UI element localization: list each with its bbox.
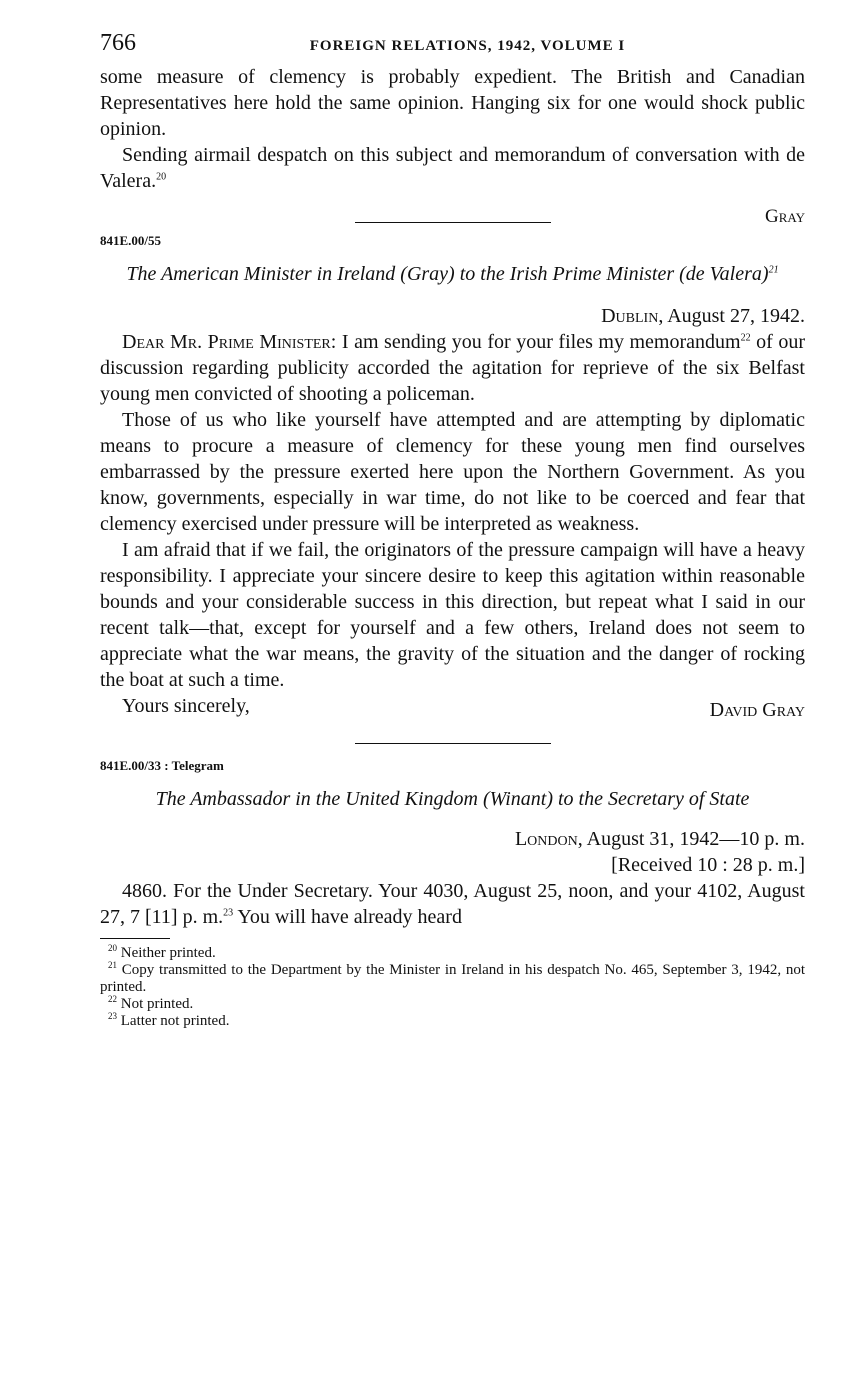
file-number: 841E.00/55	[100, 233, 162, 248]
complimentary-close: Yours sincerely,	[122, 695, 250, 717]
letter-signature: David Gray	[709, 699, 805, 721]
letter-paragraph-2: Those of us who like yourself have attempted and are attempting by diplomatic means to procure a measure of clemency for these young men find ourselves embarrassed by the pressure exerted here upon the Northern Government. As you know, governments, especially in war time, do not like to be coerced and fear that clemency exercised under pressure will be interpreted as weakness.	[100, 409, 805, 535]
page	[100, 28, 805, 1030]
section-divider	[355, 222, 551, 223]
doc1-signature: Gray	[765, 206, 805, 227]
letter-closing	[100, 693, 805, 723]
section-divider	[355, 743, 551, 744]
footnote: $^{21}$ Copy transmitted to the Department by the Minister in Ireland in his despatch No. 465, September 3, 1942, not printed.	[100, 960, 805, 995]
telegram-paragraph: 4860. For the Under Secretary. Your 4030, August 25, noon, and your 4102, August 27, 7 [11] p. m.$^{23}$ You will have already heard	[100, 880, 805, 928]
salutation: Dear Mr. Prime Minister	[122, 331, 331, 353]
letter-paragraph-1: Dear Mr. Prime Minister: I am sending you for your files my memorandum$^{22}$ of our discussion regarding publicity accorded the agitation for reprieve of the six Belfast young men convicted of shooting a policeman.	[100, 331, 806, 405]
dateline: London, August 31, 1942—10 p. m.	[514, 828, 805, 850]
dateline: Dublin, August 27, 1942.	[601, 305, 805, 327]
running-head: FOREIGN RELATIONS, 1942, VOLUME I	[309, 38, 626, 54]
footnote-ref: 20	[156, 171, 167, 183]
footnotes	[100, 945, 805, 1030]
doc1-paragraph: some measure of clemency is probably expedient. The British and Canadian Representatives here hold the same opinion. Hanging six for one would shock public opinion.	[100, 66, 805, 140]
document-title: The American Minister in Ireland (Gray) to the Irish Prime Minister (de Valera)$^{21}$	[126, 263, 779, 285]
doc1-paragraph-2: Sending airmail despatch on this subject and memorandum of conversation with de Valera.$^{20}$	[100, 144, 805, 192]
received-line: [Received 10 : 28 p. m.]	[611, 854, 805, 876]
footnote: $^{22}$ Not printed.	[108, 994, 194, 1012]
page-header	[100, 28, 805, 64]
footnote-divider	[100, 938, 170, 939]
document-title: The Ambassador in the United Kingdom (Winant) to the Secretary of State	[155, 788, 750, 810]
footnote: $^{23}$ Latter not printed.	[108, 1011, 230, 1029]
letter-paragraph-3: I am afraid that if we fail, the originators of the pressure campaign will have a heavy responsibility. I appreciate your sincere desire to keep this agitation within reasonable bounds and your considerable success in this direction, but repeat what I said in our recent talk—that, except for yourself and a few others, Ireland does not seem to appreciate what the war means, the gravity of the situation and the danger of rocking the boat at such a time.	[100, 539, 805, 691]
file-number: 841E.00/33 : Telegram	[100, 758, 224, 773]
page-number: 766	[100, 30, 136, 56]
footnote: $^{20}$ Neither printed.	[108, 943, 216, 961]
